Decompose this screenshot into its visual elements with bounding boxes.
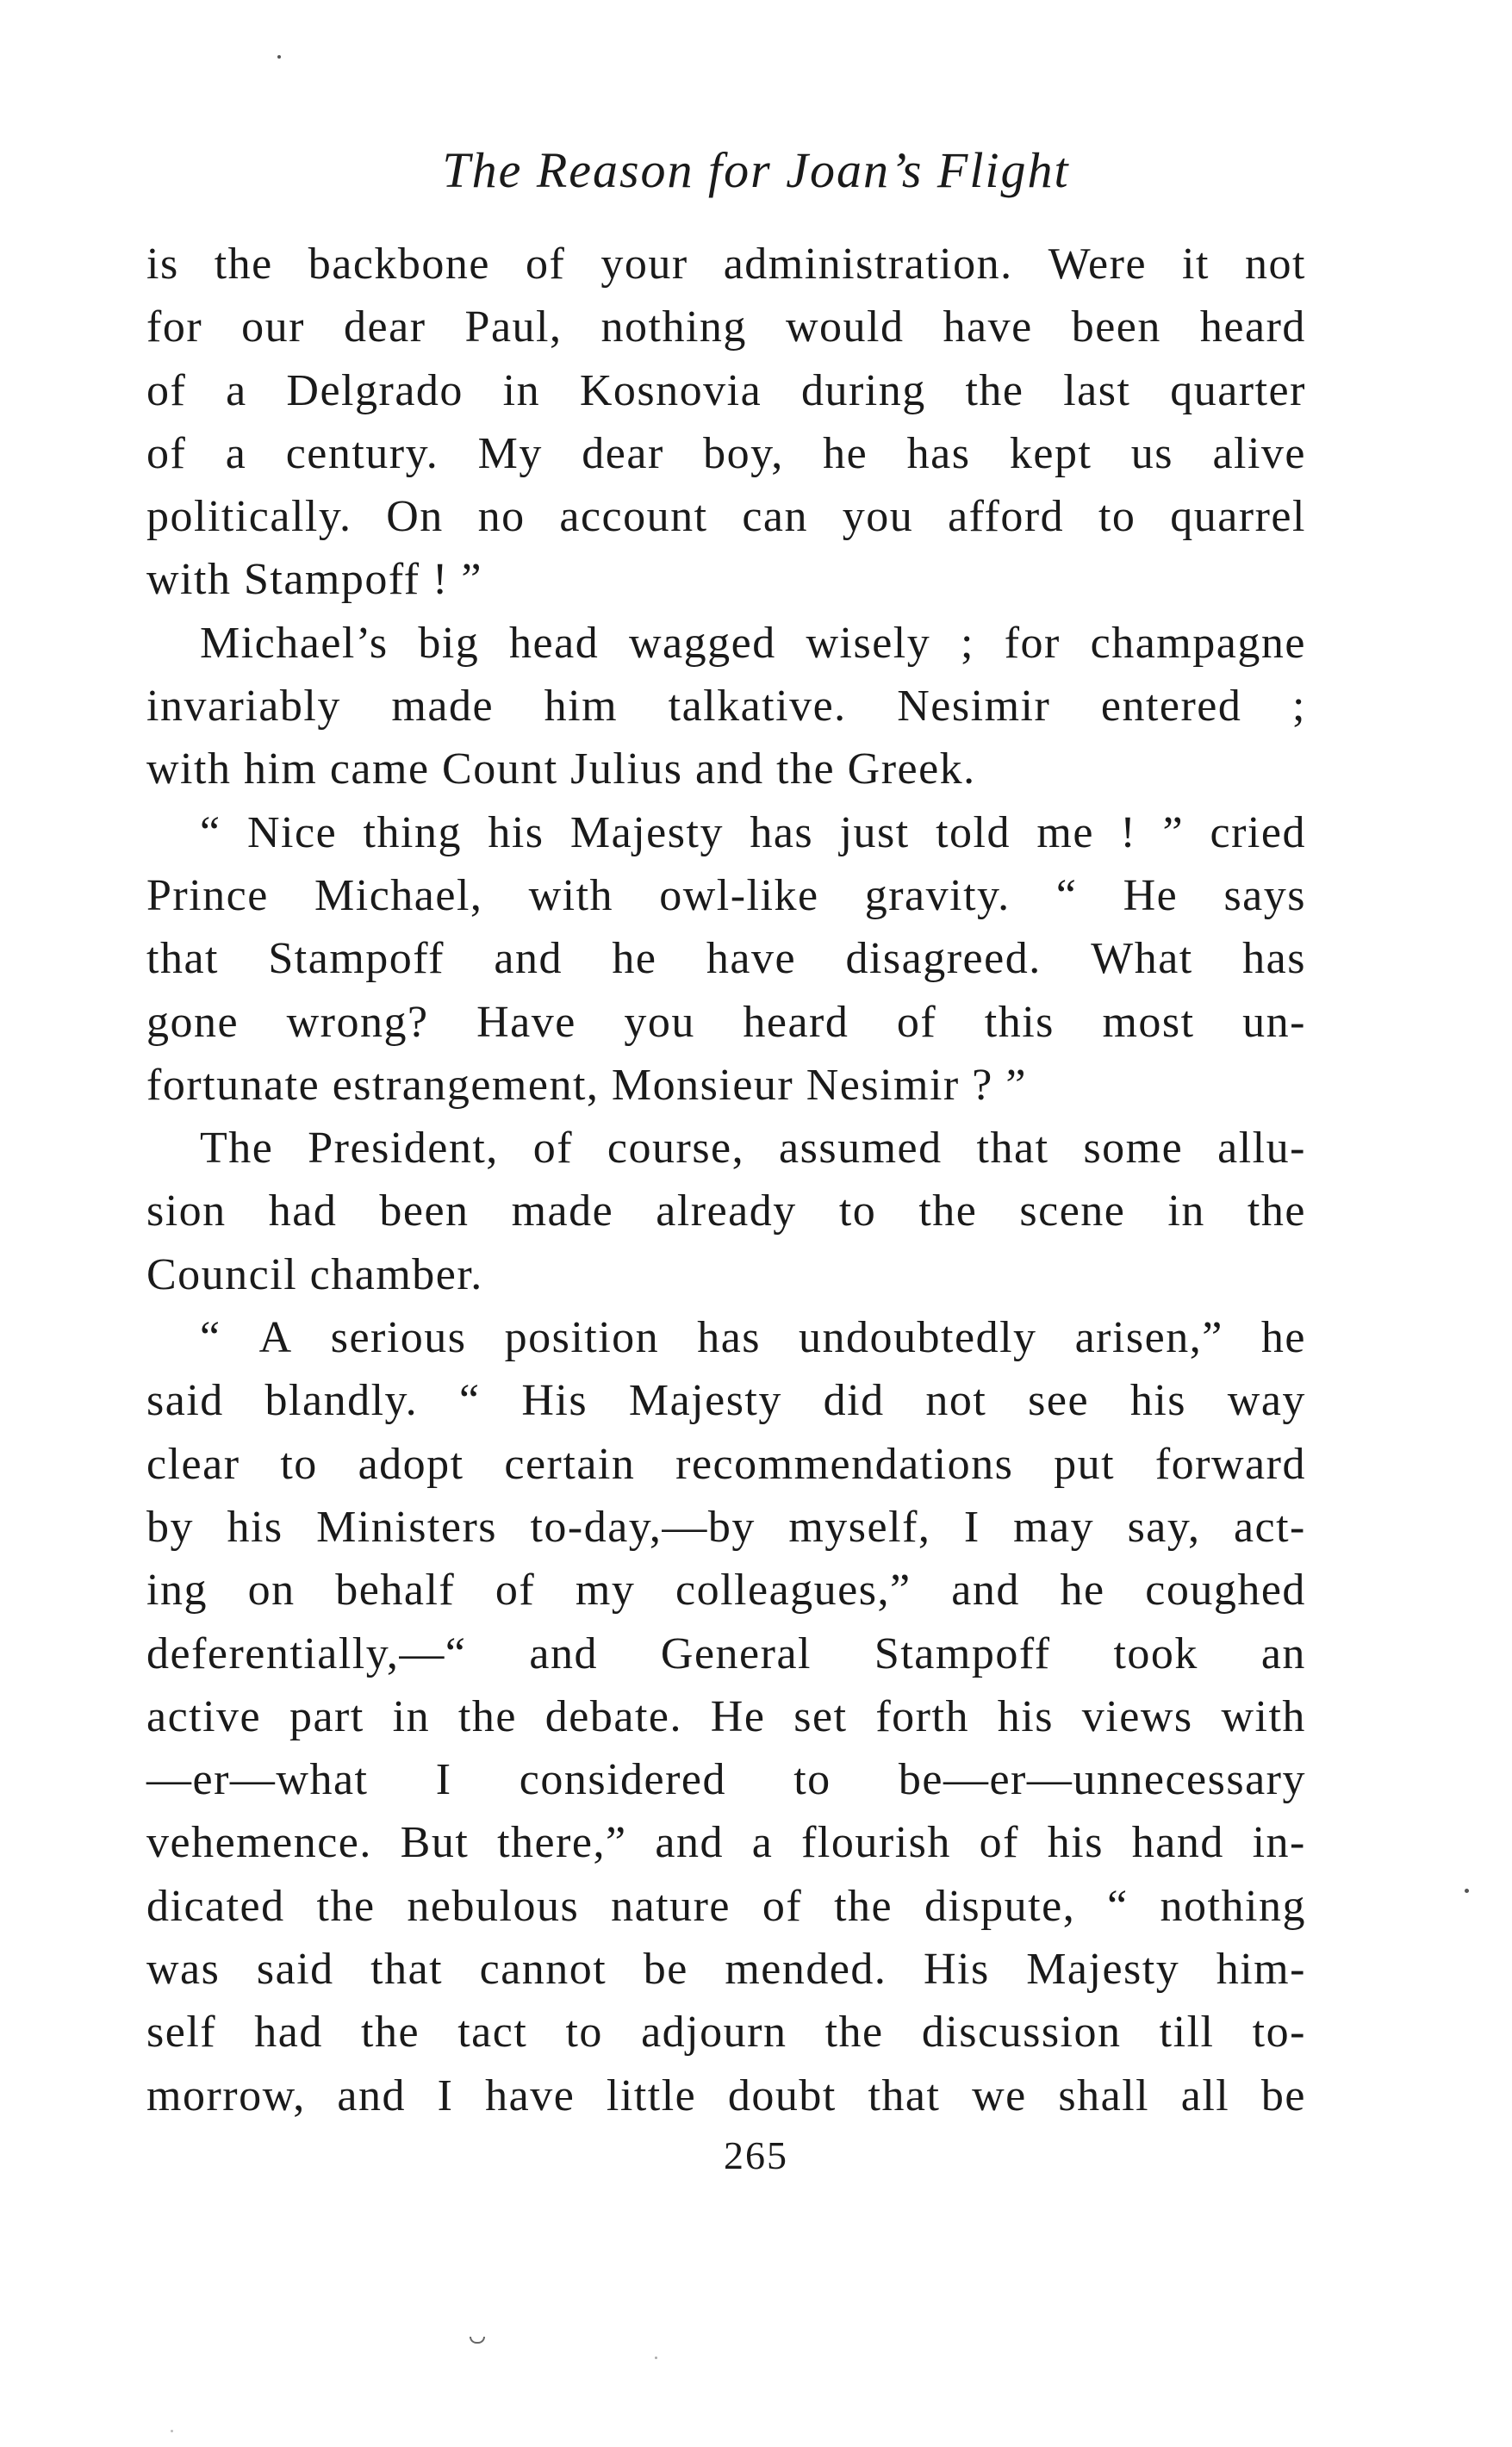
word: the (457, 1691, 517, 1741)
word: little (606, 2070, 697, 2120)
word: kept (1009, 428, 1092, 478)
word: ! (1120, 807, 1137, 857)
word: adopt (358, 1439, 464, 1489)
word: morrow, (146, 2070, 306, 2120)
word: “ (458, 1376, 481, 1426)
word: serious (330, 1313, 467, 1363)
text-line (146, 1117, 1306, 1180)
word: heard (743, 997, 849, 1047)
word: self (146, 2008, 217, 2058)
word: tact (457, 2008, 528, 2058)
word: did (823, 1376, 885, 1426)
word: He (1123, 870, 1179, 920)
word: scene (1019, 1186, 1126, 1236)
text-line (146, 1875, 1306, 1938)
word: alive (1212, 428, 1306, 478)
word: Prince (146, 870, 269, 920)
word: way (1227, 1376, 1306, 1426)
word: ing (146, 1566, 208, 1616)
word: no (477, 492, 526, 542)
word: been (1071, 302, 1161, 352)
word: dear (582, 428, 664, 478)
word: of (979, 1818, 1019, 1868)
word: discussion (921, 2008, 1122, 2058)
word: debate. (544, 1691, 682, 1741)
word: be—er—unnecessary (898, 1755, 1306, 1805)
word: some (1083, 1124, 1184, 1174)
word: talkative. (668, 682, 847, 732)
word: to (565, 2008, 603, 2058)
word: said (146, 1376, 224, 1426)
word: Majesty (569, 807, 724, 857)
text-line (146, 1811, 1306, 1874)
word: by (146, 1502, 194, 1552)
word: disagreed. (845, 934, 1042, 984)
word: his (1047, 1818, 1104, 1868)
text-line (146, 548, 1306, 611)
word: Nice (246, 807, 338, 857)
word: nebulous (407, 1881, 580, 1931)
word: he (1260, 1313, 1306, 1363)
page-number: 265 (724, 2133, 788, 2177)
word: Were (1048, 240, 1148, 289)
word: considered (519, 1755, 726, 1805)
scan-speck (1465, 1889, 1469, 1893)
word: “ (1107, 1881, 1129, 1931)
word: for (1004, 618, 1061, 668)
word: the (824, 2008, 884, 2058)
word: assumed (779, 1124, 943, 1174)
word: see (1028, 1376, 1090, 1426)
word: nothing (600, 302, 747, 352)
word: backbone (308, 240, 490, 289)
word: of (896, 997, 937, 1047)
word: put (1054, 1439, 1116, 1489)
scan-speck (277, 55, 281, 59)
word: your (600, 240, 688, 289)
word: of (146, 428, 187, 478)
word: there,” (497, 1818, 627, 1868)
word: views (1081, 1691, 1193, 1741)
word: part (289, 1691, 364, 1741)
word: he (823, 428, 868, 478)
word: of (532, 1124, 574, 1174)
word: ; (961, 618, 974, 668)
word: shall (1058, 2070, 1150, 2120)
word: Stampoff (268, 934, 445, 984)
word: and (337, 2070, 406, 2120)
word: Nesimir (897, 682, 1051, 732)
word: Michael’s (200, 618, 389, 668)
word: Stampoff (874, 1628, 1051, 1678)
word: Ministers (316, 1502, 498, 1552)
word: we (972, 2070, 1027, 2120)
word: would (785, 302, 905, 352)
word: say, (1127, 1502, 1201, 1552)
word: in- (1252, 1818, 1306, 1868)
word: century. (285, 428, 439, 478)
word: dicated (146, 1881, 285, 1931)
word: cried (1210, 807, 1306, 857)
word: took (1113, 1628, 1198, 1678)
word: most (1102, 997, 1195, 1047)
word: vehemence. (146, 1818, 372, 1868)
word: I (435, 1755, 452, 1805)
word: quarter (1170, 365, 1306, 415)
word: mended. (725, 1945, 887, 1995)
word: to- (1252, 2008, 1306, 2058)
word: blandly. (264, 1376, 419, 1426)
word: entered (1100, 682, 1242, 732)
word: Delgrado (286, 365, 464, 415)
body-text (146, 233, 1306, 2127)
word: to (838, 1186, 877, 1236)
text-line (146, 296, 1306, 358)
word: ; (1291, 682, 1306, 732)
word: that (146, 934, 219, 984)
word: had (268, 1186, 338, 1236)
word: my (575, 1566, 636, 1616)
word: for (146, 302, 203, 352)
word: me (1036, 807, 1094, 857)
text-line (146, 1054, 1306, 1117)
word: head (509, 618, 600, 668)
word: allu- (1217, 1124, 1306, 1174)
word: his (997, 1691, 1054, 1741)
word: the (214, 240, 273, 289)
word: that (868, 2070, 941, 2120)
word: “ (200, 807, 221, 857)
word: invariably (146, 682, 341, 732)
word: wrong? (286, 997, 429, 1047)
word: may (1013, 1502, 1095, 1552)
word: adjourn (641, 2008, 787, 2058)
text-line (146, 1622, 1306, 1685)
word: it (1182, 240, 1210, 289)
word: you (624, 997, 695, 1047)
word: hand (1131, 1818, 1224, 1868)
word: colleagues,” (675, 1566, 912, 1616)
word: till (1159, 2008, 1215, 2058)
word: active (146, 1691, 262, 1741)
scan-speck (470, 2337, 485, 2344)
word: The (200, 1124, 274, 1174)
word: gravity. (864, 870, 1011, 920)
word: wagged (628, 618, 776, 668)
word: flourish (801, 1818, 951, 1868)
word: you (842, 492, 914, 542)
word: had (254, 2008, 323, 2058)
word: Have (476, 997, 576, 1047)
word: just (839, 807, 910, 857)
word: the (965, 365, 1024, 415)
word: told (936, 807, 1011, 857)
word: has (1242, 934, 1306, 984)
scan-speck (655, 2357, 657, 2359)
word: Paul, (464, 302, 563, 352)
word: and (655, 1818, 724, 1868)
word: afford (948, 492, 1065, 542)
word: act- (1233, 1502, 1306, 1552)
text-line (146, 612, 1306, 675)
text-line (146, 1243, 1306, 1306)
word: champagne (1090, 618, 1306, 668)
word: made (391, 682, 495, 732)
word: last (1063, 365, 1131, 415)
word: His (923, 1945, 990, 1995)
word: administration. (723, 240, 1013, 289)
word: account (559, 492, 708, 542)
word: all (1180, 2070, 1230, 2120)
word: forward (1154, 1439, 1306, 1489)
word: My (477, 428, 543, 478)
word: this (984, 997, 1055, 1047)
text-line-content: with Stampoff ! ” (146, 555, 482, 605)
text-line (146, 1306, 1306, 1369)
text-line (146, 738, 1306, 800)
word: Majesty (628, 1376, 782, 1426)
word: undoubtedly (799, 1313, 1037, 1363)
word: dear (344, 302, 426, 352)
word: thing (363, 807, 462, 857)
word: to (280, 1439, 318, 1489)
word: made (511, 1186, 614, 1236)
word: he (1060, 1566, 1105, 1616)
word: dispute, (924, 1881, 1076, 1931)
word: His (521, 1376, 588, 1426)
word: have (485, 2070, 576, 2120)
word: of (526, 240, 566, 289)
word: in (392, 1691, 431, 1741)
text-line-content: fortunate estrangement, Monsieur Nesimir ? ” (146, 1060, 1027, 1110)
word: he (612, 934, 657, 984)
word: already (656, 1186, 797, 1236)
text-line (146, 422, 1306, 485)
word: ” (1162, 807, 1185, 857)
word: big (418, 618, 480, 668)
text-line (146, 359, 1306, 422)
word: his (488, 807, 544, 857)
word: On (386, 492, 444, 542)
word: owl-like (659, 870, 819, 920)
word: the (1247, 1186, 1306, 1236)
word: has (906, 428, 971, 478)
word: says (1223, 870, 1306, 920)
word: He (710, 1691, 766, 1741)
word: the (834, 1881, 893, 1931)
word: of (762, 1881, 803, 1931)
text-line (146, 485, 1306, 548)
word: General (660, 1628, 812, 1678)
word: sion (146, 1186, 227, 1236)
word: President, (308, 1124, 499, 1174)
word: A (258, 1313, 293, 1363)
word: that (370, 1945, 444, 1995)
text-line (146, 864, 1306, 927)
text-line-content: Council chamber. (146, 1249, 483, 1299)
word: him (544, 682, 619, 732)
word: Michael, (314, 870, 483, 920)
word: wisely (806, 618, 931, 668)
word: been (379, 1186, 470, 1236)
word: and (529, 1628, 598, 1678)
word: politically. (146, 492, 352, 542)
word: nature (611, 1881, 731, 1931)
word: with (1221, 1691, 1306, 1741)
text-line (146, 2001, 1306, 2064)
word: the (918, 1186, 978, 1236)
text-line (146, 2064, 1306, 2127)
word: said (256, 1945, 334, 1995)
scan-speck (171, 2430, 173, 2432)
word: that (976, 1124, 1049, 1174)
word: a (226, 365, 247, 415)
word: in (1167, 1186, 1205, 1236)
word: forth (875, 1691, 969, 1741)
text-line (146, 1685, 1306, 1748)
word: have (706, 934, 797, 984)
word: his (227, 1502, 283, 1552)
word: “ (1055, 870, 1078, 920)
word: has (750, 807, 814, 857)
word: on (247, 1566, 296, 1616)
word: I (437, 2070, 454, 2120)
word: position (504, 1313, 660, 1363)
word: set (793, 1691, 848, 1741)
word: boy, (703, 428, 784, 478)
word: was (146, 1945, 221, 1995)
word: to (793, 1755, 831, 1805)
word: “ (200, 1313, 221, 1363)
word: What (1091, 934, 1193, 984)
word: deferentially,—“ (146, 1628, 467, 1678)
word: to-day,—by (530, 1502, 756, 1552)
text-line (146, 991, 1306, 1054)
text-line (146, 927, 1306, 990)
word: of (146, 365, 187, 415)
word: behalf (335, 1566, 456, 1616)
text-line (146, 1496, 1306, 1559)
word: myself, (788, 1502, 931, 1552)
word: be (1260, 2070, 1306, 2120)
word: and (494, 934, 563, 984)
word: with (528, 870, 614, 920)
word: —er—what (146, 1755, 369, 1805)
word: our (241, 302, 305, 352)
word: the (316, 1881, 376, 1931)
word: gone (146, 997, 240, 1047)
word: clear (146, 1439, 240, 1489)
word: cannot (479, 1945, 607, 1995)
word: But (400, 1818, 470, 1868)
running-head: The Reason for Joan’s Flight (442, 142, 1070, 198)
word: a (225, 428, 247, 478)
text-line (146, 1433, 1306, 1496)
word: him- (1216, 1945, 1306, 1995)
word: during (800, 365, 926, 415)
word: the (361, 2008, 420, 2058)
text-line (146, 233, 1306, 296)
word: not (1244, 240, 1306, 289)
word: is (146, 240, 179, 289)
word: Kosnovia (579, 365, 762, 415)
text-line (146, 1369, 1306, 1432)
text-line (146, 1748, 1306, 1811)
word: I (963, 1502, 980, 1552)
word: not (925, 1376, 987, 1426)
word: un- (1242, 997, 1306, 1047)
word: recommendations (675, 1439, 1014, 1489)
word: nothing (1160, 1881, 1306, 1931)
word: arisen,” (1074, 1313, 1223, 1363)
word: coughed (1145, 1566, 1306, 1616)
word: be (643, 1945, 688, 1995)
word: of (495, 1566, 536, 1616)
word: certain (504, 1439, 636, 1489)
word: has (697, 1313, 762, 1363)
word: an (1260, 1628, 1306, 1678)
word: in (502, 365, 541, 415)
text-line-content: with him came Count Julius and the Greek. (146, 744, 976, 794)
word: us (1130, 428, 1174, 478)
word: Majesty (1026, 1945, 1180, 1995)
word: his (1129, 1376, 1186, 1426)
text-line (146, 1559, 1306, 1622)
word: can (742, 492, 809, 542)
text-line (146, 1938, 1306, 2001)
word: quarrel (1170, 492, 1306, 542)
text-line (146, 675, 1306, 738)
word: heard (1199, 302, 1306, 352)
word: doubt (727, 2070, 837, 2120)
word: course, (607, 1124, 745, 1174)
word: have (943, 302, 1033, 352)
text-line (146, 1180, 1306, 1242)
word: to (1098, 492, 1136, 542)
text-line (146, 801, 1306, 864)
word: and (951, 1566, 1020, 1616)
word: a (751, 1818, 774, 1868)
